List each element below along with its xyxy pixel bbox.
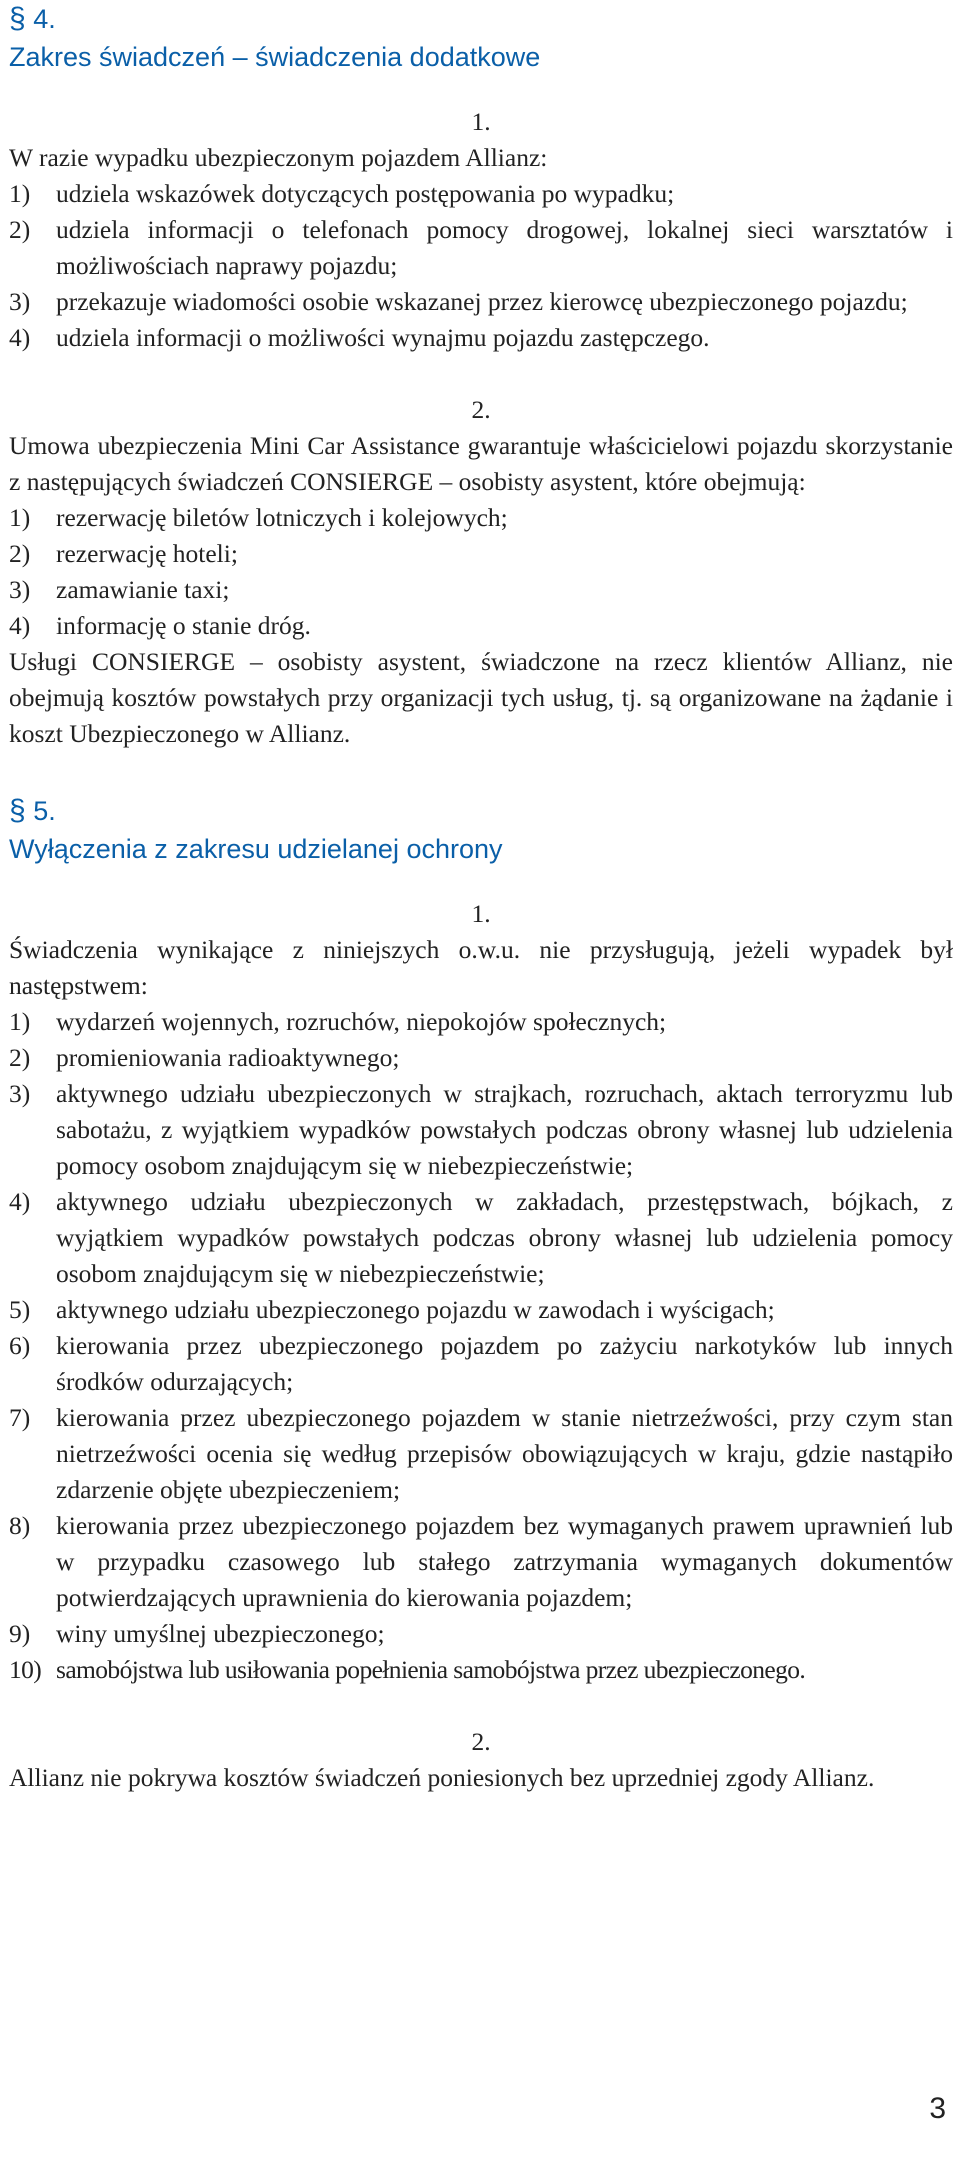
list-item: 2) promieniowania radioaktywnego; xyxy=(9,1043,400,1072)
page-number: 3 xyxy=(929,2092,946,2125)
list-item: 5) aktywnego udziału ubezpieczonego pojazdu w zawodach i wyścigach; xyxy=(9,1295,775,1324)
paragraph-number: 1. xyxy=(471,107,491,136)
list-item: 8) kierowania przez ubezpieczonego pojazdem bez wymaganych prawem uprawnień lub w przypadku czasowego lub stałego zatrzymania wymaganych dokumentów potwierdzających uprawnienia do kierowania pojazdem; xyxy=(9,1511,953,1612)
paragraph-number: 2. xyxy=(471,1727,491,1756)
list-item: 9) winy umyślnej ubezpieczonego; xyxy=(9,1619,385,1648)
document-page xyxy=(9,0,953,1796)
list-item: 4) aktywnego udziału ubezpieczonych w zakładach, przestępstwach, bójkach, z wyjątkiem wypadków powstałych podczas obrony własnej lub udzielenia pomocy osobom znajdującym się w niebezpieczeństwie; xyxy=(9,1187,953,1288)
list-item: 1) udziela wskazówek dotyczących postępowania po wypadku; xyxy=(9,179,675,208)
list-item: 4) informację o stanie dróg. xyxy=(9,611,311,640)
list-item: 1) rezerwację biletów lotniczych i kolejowych; xyxy=(9,503,508,532)
item-list xyxy=(9,176,953,356)
paragraph-intro: Umowa ubezpieczenia Mini Car Assistance gwarantuje właścicielowi pojazdu skorzystanie z następujących świadczeń CONSIERGE – osobisty asystent, które obejmują: xyxy=(9,431,953,496)
list-item: 4) udziela informacji o możliwości wynajmu pojazdu zastępczego. xyxy=(9,323,710,352)
item-list xyxy=(9,500,953,644)
section-5-title: Wyłączenia z zakresu udzielanej ochrony xyxy=(9,834,503,864)
list-item: 2) udziela informacji o telefonach pomocy drogowej, lokalnej sieci warsztatów i możliwościach naprawy pojazdu; xyxy=(9,215,953,280)
paragraph-outro: Usługi CONSIERGE – osobisty asystent, świadczone na rzecz klientów Allianz, nie obejmują kosztów powstałych przy organizacji tych usług, tj. są organizowane na żądanie i koszt Ubezpieczonego w Allianz. xyxy=(9,647,953,748)
item-list xyxy=(9,1004,953,1688)
paragraph-number: 1. xyxy=(471,899,491,928)
paragraph-intro: Allianz nie pokrywa kosztów świadczeń poniesionych bez uprzedniej zgody Allianz. xyxy=(9,1763,875,1792)
section-5-number: § 5. xyxy=(9,794,56,827)
list-item: 2) rezerwację hoteli; xyxy=(9,539,238,568)
paragraph-intro: Świadczenia wynikające z niniejszych o.w.u. nie przysługują, jeżeli wypadek był następstwem: xyxy=(9,935,953,1000)
list-item: 3) aktywnego udziału ubezpieczonych w strajkach, rozruchach, aktach terroryzmu lub sabotażu, z wyjątkiem wypadków powstałych podczas obrony własnej lub udzielenia pomocy osobom znajdującym się w niebezpieczeństwie; xyxy=(9,1079,953,1180)
list-item: 1) wydarzeń wojennych, rozruchów, niepokojów społecznych; xyxy=(9,1007,667,1036)
list-item: 3) zamawianie taxi; xyxy=(9,575,230,604)
section-4-number: § 4. xyxy=(9,2,56,35)
section-4-title: Zakres świadczeń – świadczenia dodatkowe xyxy=(9,42,541,72)
list-item: 6) kierowania przez ubezpieczonego pojazdem po zażyciu narkotyków lub innych środków odurzających; xyxy=(9,1331,953,1396)
list-item: 10) samobójstwa lub usiłowania popełnienia samobójstwa przez ubezpieczonego. xyxy=(9,1655,806,1684)
list-item: 3) przekazuje wiadomości osobie wskazanej przez kierowcę ubezpieczonego pojazdu; xyxy=(9,287,908,316)
list-item: 7) kierowania przez ubezpieczonego pojazdem w stanie nietrzeźwości, przy czym stan nietrzeźwości ocenia się według przepisów obowiązujących w kraju, gdzie nastąpiło zdarzenie objęte ubezpieczeniem; xyxy=(9,1403,953,1504)
paragraph-number: 2. xyxy=(471,395,491,424)
paragraph-intro: W razie wypadku ubezpieczonym pojazdem Allianz: xyxy=(9,143,548,172)
